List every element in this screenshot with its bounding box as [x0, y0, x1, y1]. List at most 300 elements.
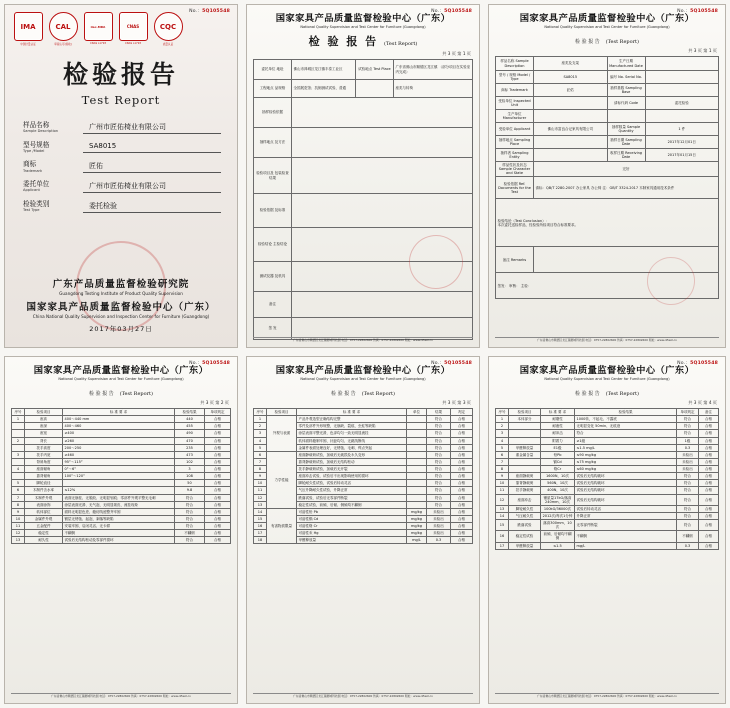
- table-cell-std: 试验后无结构破坏: [575, 473, 677, 480]
- table-cell-item: 靠背倾角: [25, 473, 63, 480]
- table-cell-res: 未检出: [427, 530, 451, 537]
- report-number: No.：5Q105548: [677, 361, 718, 366]
- table-cell-no: 2: [496, 423, 509, 430]
- table-cell-ver: 合格: [205, 423, 231, 430]
- table-cell-no: 10: [496, 480, 509, 487]
- table-cell-no: 13: [496, 505, 509, 512]
- table-cell-ver: 合格: [699, 451, 719, 458]
- table-row: [496, 480, 719, 487]
- table-cell-req: 耐冲击: [541, 430, 575, 437]
- report-number: No.：5Q105548: [189, 9, 230, 14]
- table-cell-req: ≥260: [63, 437, 175, 444]
- table-cell-no: 12: [254, 494, 267, 501]
- page-footer: 广东省佛山市顺德区龙江镇展城科技园 电话：0757-22802600 传真：0757-22802600 网址：www.nftest.cn: [11, 693, 231, 699]
- table-cell-no: 3: [12, 451, 25, 458]
- table-row: [12, 437, 231, 444]
- table-cell-ver: 合格: [699, 423, 719, 430]
- page-report-3: [0, 352, 242, 708]
- table-cell-res: 符合: [427, 466, 451, 473]
- table-cell-item: 座面倾角: [25, 466, 63, 473]
- table-cell-item: 五金配件: [25, 523, 63, 530]
- table-cell-res: 未检出: [677, 466, 699, 473]
- table-cell-ver: 合格: [699, 437, 719, 444]
- table-cell-item: 扶手静载荷: [509, 487, 541, 494]
- table-cell-ver: 合格: [205, 444, 231, 451]
- report-number: No.：5Q105548: [189, 361, 230, 366]
- table-cell-no: 3: [496, 430, 509, 437]
- page-indicator: 共 3 页 第 4 页: [688, 400, 717, 405]
- table-cell-res: 符合: [427, 423, 451, 430]
- table-cell-req: 扶手静载荷试验，加载后无开裂: [297, 466, 407, 473]
- table-cell-req: 面料无明显色差、缝纫线迹整齐牢固: [63, 508, 175, 515]
- table-row: [496, 487, 719, 494]
- table-cell-ver: 合格: [205, 515, 231, 522]
- table-cell-res: 符合: [427, 487, 451, 494]
- table-cell-res: 490: [175, 430, 205, 437]
- table-cell-res: 0.3: [677, 542, 699, 549]
- table-cell-req: 不翻倒: [63, 530, 175, 537]
- table-cell-item: 金属件外观: [25, 515, 63, 522]
- table-cell-item: [509, 437, 541, 444]
- table-cell-res: 符合: [427, 437, 451, 444]
- table-cell-ver: 合格: [451, 523, 473, 530]
- table-cell-no: 9: [12, 508, 25, 515]
- table-cell-req: 落高300mm，10次: [541, 520, 575, 531]
- table-cell-std: 1000转，不起毛、不露底: [575, 416, 677, 423]
- table-cell-item: 背长: [25, 437, 63, 444]
- table-row: [12, 537, 231, 544]
- table-cell-ver: 合格: [451, 437, 473, 444]
- table-cell-item: 木制件外观: [25, 494, 63, 501]
- table-cell-res: 未检出: [427, 523, 451, 530]
- table-cell-res: 符合: [175, 494, 205, 501]
- table-cell-no: 5: [496, 444, 509, 451]
- table-cell-no: 8: [12, 501, 25, 508]
- table-cell-ver: 合格: [205, 466, 231, 473]
- table-cell-unit: mg/kg: [407, 523, 427, 530]
- table-cell-req: 稳定性试验，前倾、后倾、侧倾均不翻倒: [297, 501, 407, 508]
- table-cell-req: 100°～120°: [63, 473, 175, 480]
- page-indicator: 共 3 页 第 1 页: [688, 48, 717, 53]
- table-cell-no: 2: [254, 423, 267, 430]
- table-cell-req: 铅Pb: [541, 451, 575, 458]
- table-cell-res: 未检出: [677, 451, 699, 458]
- table-cell-res: 未检出: [427, 515, 451, 522]
- table-cell-res: 符合: [677, 512, 699, 519]
- table-cell-ver: 合格: [699, 520, 719, 531]
- table-cell-res: 符合: [677, 520, 699, 531]
- table-row: [12, 473, 231, 480]
- table-row: [12, 416, 231, 423]
- table-cell-ver: 合格: [699, 512, 719, 519]
- table-cell-req: 座面静载荷试验，加载后无破损及永久变形: [297, 451, 407, 458]
- table-cell-item: 脚轮直径: [25, 480, 63, 487]
- table-cell-no: 8: [496, 466, 509, 473]
- table-cell-item: 稳定性试验: [509, 531, 541, 542]
- table-cell-no: 13: [12, 537, 25, 544]
- table-row: [12, 458, 231, 465]
- table-cell-res: 符合: [175, 501, 205, 508]
- table-cell-ver: 合格: [451, 530, 473, 537]
- table-cell-res: 符合: [427, 444, 451, 451]
- ima-logo-icon: IMA: [14, 12, 43, 41]
- table-cell-ver: 合格: [699, 458, 719, 465]
- table-cell-res: 符合: [427, 501, 451, 508]
- table-cell-no: 8: [254, 466, 267, 473]
- table-row: [12, 515, 231, 522]
- table-cell-unit: mg/kg: [407, 508, 427, 515]
- table-cell-ver: 合格: [205, 416, 231, 423]
- table-cell-ver: 合格: [699, 494, 719, 505]
- table-cell-req: 铬Cr: [541, 466, 575, 473]
- table-cell-req: 1600N，10次: [541, 473, 575, 480]
- table-cell-ver: 合格: [451, 494, 473, 501]
- table-cell-unit: [407, 430, 427, 437]
- table-cell-req: ≥460: [63, 451, 175, 458]
- table-cell-res: 符合: [427, 458, 451, 465]
- table-cell-res: 1级: [677, 437, 699, 444]
- table-cell-ver: 合格: [205, 537, 231, 544]
- table-cell-ver: 合格: [699, 480, 719, 487]
- table-cell-res: 符合: [427, 480, 451, 487]
- table-row: [12, 530, 231, 537]
- table-cell-req: 附着力: [541, 437, 575, 444]
- report-header: 国家家具产品质量监督检验中心（广东） National Quality Supervision and Test Center for Furniture (Guangdong) 检 验 报 告 (Test Report): [275, 13, 451, 48]
- table-cell-req: 可溶性镉 Cd: [297, 515, 407, 522]
- table-cell-req: 锤质量17kG/落高240mm，10次: [541, 494, 575, 505]
- table-row: [12, 423, 231, 430]
- table-cell-item: [509, 430, 541, 437]
- table-cell-ver: 合格: [205, 473, 231, 480]
- table-cell-res: 符合: [677, 487, 699, 494]
- table-cell-unit: [407, 473, 427, 480]
- table-cell-ver: 合格: [451, 487, 473, 494]
- table-cell-req: 涂层表面光滑、无气泡、无明显皱皮、流挂现象: [63, 501, 175, 508]
- table-cell-item: 座宽: [25, 430, 63, 437]
- field-row: 委托单位 Applicant 广州市匠佑椅业有限公司: [23, 180, 221, 193]
- table-row: [496, 542, 719, 549]
- field-row: 商标 Trademark 匠佑: [23, 160, 221, 173]
- table-cell-no: 7: [12, 494, 25, 501]
- table-cell-ver: 合格: [451, 466, 473, 473]
- table-cell-unit: [407, 458, 427, 465]
- table-cell-unit: [407, 416, 427, 423]
- table-cell-res: 102: [175, 458, 205, 465]
- page-report-4: [242, 352, 484, 708]
- table-cell-unit: [407, 423, 427, 430]
- table-row: [496, 466, 719, 473]
- table-cell-std: ≤1.5 mg/L: [575, 444, 677, 451]
- table-cell-res: 符合: [427, 430, 451, 437]
- table-cell-no: 6: [254, 451, 267, 458]
- table-row: [496, 444, 719, 451]
- table-cell-no: 5: [254, 444, 267, 451]
- table-cell-no: 10: [12, 515, 25, 522]
- table-cell-res: 符合: [175, 523, 205, 530]
- table-cell-req: 400N，10次: [541, 487, 575, 494]
- table-cell-req: 镀层无锈蚀、起泡、剥落等缺陷: [63, 515, 175, 522]
- page-footer: 广东省佛山市顺德区龙江镇展城科技园 电话：0757-22802600 传真：0757-22802600 网址：www.nftest.cn: [253, 693, 473, 699]
- table-cell-res: 符合: [175, 508, 205, 515]
- table-cell-ver: 合格: [699, 444, 719, 451]
- table-cell-ver: 合格: [699, 487, 719, 494]
- table-row: [12, 466, 231, 473]
- table-cell-req: 靠背静载荷试验，加载后无结构松动: [297, 458, 407, 465]
- table-cell-unit: [407, 501, 427, 508]
- table-cell-res: 符合: [175, 515, 205, 522]
- table-cell-res: 未检出: [427, 508, 451, 515]
- table-cell-ver: 合格: [451, 430, 473, 437]
- cqc-logo-icon: CQC: [154, 12, 183, 41]
- table-row: [12, 444, 231, 451]
- table-cell-no: [12, 444, 25, 451]
- table-cell-res: 符合: [677, 430, 699, 437]
- page-footer: 广东省佛山市顺德区龙江镇展城科技园 电话：0757-22802600 传真：0757-22802600 网址：www.nftest.cn: [495, 337, 719, 343]
- table-cell-ver: 合格: [205, 437, 231, 444]
- table-cell-no: 14: [254, 508, 267, 515]
- report-info-table: 委托单位 地址 佛山市禅城区龙江镇丰泰工业区 试验地点 Test Place 广东省佛山市顺德区龙江镇 （部分项目在实验室内完成） 工程地点 品规格 全国展览馆；抗倒测试试验、普通 座类与转椅 抽样检验依据 抽样地点 及方法 检验项目及 包装检查结果 检验依据 及标准 检验结论 主检结论 测试仪器 及机具 备注 签 发: [253, 59, 473, 340]
- table-cell-ver: 合格: [699, 466, 719, 473]
- table-cell-res: 235: [175, 444, 205, 451]
- table-cell-ver: 合格: [451, 458, 473, 465]
- table-cell-item: 扶手内宽: [25, 451, 63, 458]
- table-row: [496, 531, 719, 542]
- table-cell-req: 400～440 mm: [63, 416, 175, 423]
- table-cell-no: 5: [12, 480, 25, 487]
- table-cell-req: 2012次/每次1分钟: [541, 512, 575, 519]
- report-header: 国家家具产品质量监督检验中心（广东） National Quality Supervision and Test Center for Furniture (Guangdong) 检 验 报 告 (Test Report): [275, 365, 451, 397]
- page-indicator: 共 3 页 第 3 页: [442, 400, 471, 405]
- table-cell-item: 座面静载荷: [509, 473, 541, 480]
- table-cell-no: 9: [496, 473, 509, 480]
- table-cell-req: 0°～6°: [63, 466, 175, 473]
- report-header: 国家家具产品质量监督检验中心（广东） National Quality Supervision and Test Center for Furniture (Guangdong) 检 验 报 告 (Test Report): [33, 365, 209, 397]
- table-cell-res: 符合: [175, 537, 205, 544]
- table-cell-req: 金属件表面处理良好，无锈蚀、毛刺、焊点突起: [297, 444, 407, 451]
- table-cell-ver: 合格: [205, 430, 231, 437]
- table-cell-req: 耐液性: [541, 423, 575, 430]
- table-cell-item: 脚轮耐久性: [509, 505, 541, 512]
- table-cell-res: 440: [175, 416, 205, 423]
- table-cell-std: 无明显变化 50min、无痕迹: [575, 423, 677, 430]
- table-cell-no: 12: [12, 530, 25, 537]
- cover-title: 检验报告: [62, 60, 179, 89]
- table-cell-res: 108: [175, 473, 205, 480]
- table-cell-unit: [407, 494, 427, 501]
- report-number: No.：5Q105548: [431, 361, 472, 366]
- cover-date: 2017年03月27日: [89, 325, 153, 333]
- page-report-2: [484, 0, 730, 352]
- field-row: 样品名称 Sample Description 广州市匠佑椅业有限公司: [23, 121, 221, 134]
- table-cell-ver: 合格: [205, 451, 231, 458]
- table-cell-no: 15: [254, 515, 267, 522]
- table-cell-item: 座深: [25, 423, 63, 430]
- table-cell-std: 升降正常: [575, 512, 677, 519]
- table-cell-res: 470: [175, 437, 205, 444]
- table-cell-res: 符合: [677, 494, 699, 505]
- table-cell-std: ≤60 mg/kg: [575, 466, 677, 473]
- table-cell-ver: 合格: [205, 458, 231, 465]
- table-cell-unit: mg/kg: [407, 530, 427, 537]
- table-cell-unit: [407, 451, 427, 458]
- table-cell-no: 12: [496, 494, 509, 505]
- table-cell-no: 11: [254, 487, 267, 494]
- table-row: [12, 508, 231, 515]
- report-number: No.：5Q105548: [431, 9, 472, 14]
- table-cell-std: 不翻倒: [575, 531, 677, 542]
- table-cell-no: 14: [496, 512, 509, 519]
- page-footer: 广东省佛山市顺德区龙江镇展城科技园 电话：0757-22802600 传真：0757-22802600 网址：www.nftest.cn: [495, 693, 719, 699]
- table-cell-std: mg/L: [575, 542, 677, 549]
- signature-row: 签发： 审核： 主检：: [496, 273, 719, 299]
- applicant-value: 广州市匠佑椅业有限公司: [83, 181, 221, 193]
- conclusion-cell: 检验结论（Test Conclusion）： 本次委托送检样品，经检验所检项目符合标准要求。: [496, 199, 719, 247]
- table-cell-ver: 合格: [699, 430, 719, 437]
- table-cell-res: 符合: [427, 416, 451, 423]
- table-cell-std: ≤90 mg/kg: [575, 451, 677, 458]
- table-cell-res: 不翻倒: [175, 530, 205, 537]
- field-row: 检验类别 Test Type 委托检验: [23, 200, 221, 213]
- table-cell-req: 560N，10次: [541, 480, 575, 487]
- table-cell-item: 座面冲击: [509, 494, 541, 505]
- table-cell-ver: 合格: [451, 480, 473, 487]
- table-cell-res: 0.3: [677, 444, 699, 451]
- table-cell-ver: 合格: [205, 523, 231, 530]
- table-cell-no: 6: [12, 487, 25, 494]
- table-cell-res: 符合: [427, 494, 451, 501]
- table-cell-no: [12, 430, 25, 437]
- table-cell-no: 13: [254, 501, 267, 508]
- table-cell-res: 50: [175, 480, 205, 487]
- report-number: No.：5Q105548: [677, 9, 718, 14]
- table-cell-req: 前倾、后倾均不翻倒: [541, 531, 575, 542]
- table-cell-no: 11: [496, 487, 509, 494]
- table-cell-item: 甲醛释放量: [509, 542, 541, 549]
- table-cell-res: 455: [175, 423, 205, 430]
- table-cell-std: 试验后无结构破坏: [575, 494, 677, 505]
- table-cell-ver: 合格: [205, 508, 231, 515]
- table-cell-no: 7: [496, 458, 509, 465]
- table-cell-std: ≥1级: [575, 437, 677, 444]
- table-row: [254, 416, 473, 423]
- table-cell-req: 100kG/36000次: [541, 505, 575, 512]
- table-cell-ver: 合格: [699, 473, 719, 480]
- table-cell-std: 符合: [575, 430, 677, 437]
- table-row: [496, 416, 719, 423]
- table-cell-item: 座高: [25, 416, 63, 423]
- table-row: [496, 451, 719, 458]
- table-cell-ver: 合格: [205, 494, 231, 501]
- table-cell-unit: [407, 466, 427, 473]
- field-row: 型号规格 Type /Model SA8015: [23, 141, 221, 154]
- table-cell-req: 可溶性汞 Hg: [297, 530, 407, 537]
- table-cell-unit: [407, 480, 427, 487]
- sample-description-value: 广州市匠佑椅业有限公司: [83, 122, 221, 134]
- report-header: 国家家具产品质量监督检验中心（广东） National Quality Supervision and Test Center for Furniture (Guangdong) 检 验 报 告 (Test Report): [519, 13, 695, 45]
- table-cell-item: 软体部位: [25, 508, 63, 515]
- certification-logos: IMA 中国计量认证 CAL 审查认可(验收) ilac-MRA CNAS L1793 CNAS CNAS L1793 CQC 质量认证: [13, 12, 231, 46]
- table-cell-req: 耐磨性: [541, 416, 575, 423]
- table-cell-no: [12, 458, 25, 465]
- table-cell-no: 7: [254, 458, 267, 465]
- table-cell-ver: 合格: [699, 416, 719, 423]
- table-cell-unit: [407, 487, 427, 494]
- trademark-value: 匠佑: [83, 161, 221, 173]
- table-cell-req: 脚轮耐久性试验，试验后转动灵活: [297, 480, 407, 487]
- table-cell-ver: 合格: [451, 515, 473, 522]
- table-row: [12, 501, 231, 508]
- table-cell-req: 可溶性铅 Pb: [297, 508, 407, 515]
- table-cell-req: 气压升降耐久性试验，升降正常: [297, 487, 407, 494]
- table-cell-no: [12, 473, 25, 480]
- table-cell-no: 2: [12, 437, 25, 444]
- table-cell-req: 产品外观造型正确结构完整: [297, 416, 407, 423]
- table-cell-unit: mg/kg: [407, 515, 427, 522]
- cover-subtitle: Test Report: [81, 93, 161, 107]
- test-type-value: 委托检验: [83, 201, 221, 213]
- table-cell-req: E1级: [541, 444, 575, 451]
- table-cell-no: 4: [254, 437, 267, 444]
- page-indicator: 共 3 页 第 1 页: [442, 51, 471, 56]
- table-cell-req: ≤1.5: [541, 542, 575, 549]
- table-cell-req: 95°～115°: [63, 458, 175, 465]
- table-cell-res: 符合: [677, 423, 699, 430]
- table-row: [12, 487, 231, 494]
- table-cell-res: 0.3: [427, 537, 451, 544]
- table-cell-res: 符合: [677, 473, 699, 480]
- table-cell-ver: 合格: [205, 480, 231, 487]
- results-table: 序号 检验项目 标 准 要 求 单位 结果 判定 1 外观与表面 产品外观造型正确结构完整 符合 合格 2 零件及部件外形规整，无崩缺、裂痕、虫蛀等缺陷 符合 合格 3 涂层表面平整光滑，色泽均匀一致无明显流挂 符合 合格 4 软体面料缝制牢固、针距均匀、无跳线断线 符合 合格 5 金属件表面处理良好，无锈蚀、毛刺、焊点突起 符合 合格 6 力学性能 座面静载荷试验，加载后无破损及永久变形 符合 合格 7 靠背静载荷试验，加载后无结构松动 符合 合格 8 扶手静载荷试验，加载后无开裂 符合 合格 9 座面冲击试验，试验后不出现影响使用的损坏 符合 合格 10 脚轮耐久性试验，试验后转动灵活 符合 合格 11 气压升降耐久性试验，升降正常 符合 合格 12 跌落试验，试验后无零部件断裂 符合 合格 13 稳定性试验，前倾、后倾、侧倾均不翻倒 符合 合格 14 有害物质限量 可溶性铅 Pb mg/kg 未检出 合格 15 可溶性镉 Cd mg/kg 未检出 合格 16 可溶性铬 Cr mg/kg 未检出 合格 17 可溶性汞 Hg mg/kg 未检出 合格 18 甲醛释放量 mg/L 0.3 合格: [253, 408, 473, 544]
- table-row: [12, 523, 231, 530]
- table-cell-ver: 合格: [205, 501, 231, 508]
- table-cell-ver: 合格: [451, 423, 473, 430]
- table-cell-std: 无零部件断裂: [575, 520, 677, 531]
- table-cell-item: [509, 458, 541, 465]
- table-cell-std: 试验后无结构破坏: [575, 480, 677, 487]
- table-row: [496, 458, 719, 465]
- table-cell-std: 试验后无结构破坏: [575, 487, 677, 494]
- table-cell-req: 跌落试验，试验后无零部件断裂: [297, 494, 407, 501]
- table-row: [254, 451, 473, 458]
- table-cell-req: 甲醛释放量: [297, 537, 407, 544]
- table-row: [496, 423, 719, 430]
- table-cell-group: 外观与表面: [267, 416, 297, 452]
- table-cell-ver: 合格: [451, 416, 473, 423]
- table-row: [12, 430, 231, 437]
- table-cell-item: 跌落试验: [509, 520, 541, 531]
- table-cell-req: 可溶性铬 Cr: [297, 523, 407, 530]
- table-cell-req: 试验后无结构松动及零部件损坏: [63, 537, 175, 544]
- table-cell-res: 不翻倒: [677, 531, 699, 542]
- table-cell-no: 17: [254, 530, 267, 537]
- table-cell-no: 11: [12, 523, 25, 530]
- table-cell-item: 扶手高度: [25, 444, 63, 451]
- cover-fields: [23, 121, 221, 213]
- model-value: SA8015: [83, 142, 221, 153]
- table-cell-no: 16: [496, 531, 509, 542]
- table-cell-no: 10: [254, 480, 267, 487]
- table-cell-ver: 合格: [699, 531, 719, 542]
- table-cell-res: 9.8: [175, 487, 205, 494]
- table-cell-ver: 合格: [205, 487, 231, 494]
- table-cell-req: ≥400: [63, 430, 175, 437]
- table-cell-group: 力学性能: [267, 451, 297, 508]
- table-row: [254, 508, 473, 515]
- table-cell-no: 6: [496, 451, 509, 458]
- cal-logo-icon: CAL: [49, 12, 78, 41]
- table-cell-item: [509, 466, 541, 473]
- table-cell-req: 涂层表面平整光滑，色泽均匀一致无明显流挂: [297, 430, 407, 437]
